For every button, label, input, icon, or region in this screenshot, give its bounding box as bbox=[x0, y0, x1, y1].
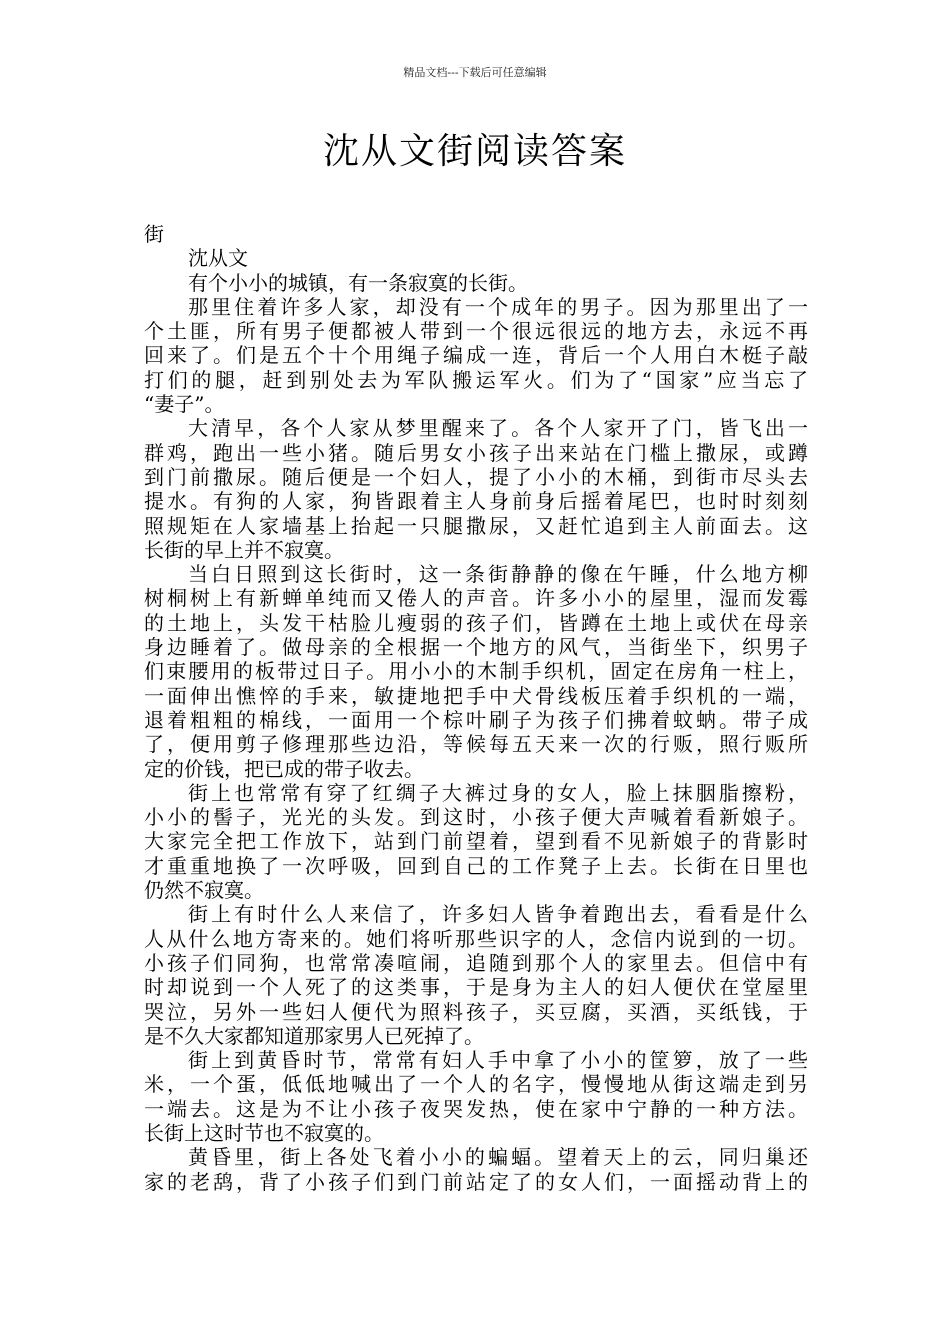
text-line: 身边睡着了。做母亲的全根据一个地方的风气，当街坐下，织男子 bbox=[144, 635, 808, 660]
text-line: 黄昏里，街上各处飞着小小的蝙蝠。望着天上的云，同归巢还 bbox=[188, 1145, 808, 1170]
text-line: 退着粗粗的棉线，一面用一个棕叶刷子为孩子们拂着蚊蚋。带子成 bbox=[144, 707, 808, 732]
text-line: 小小的髻子，光光的头发。到这时，小孩子便大声喊着看新娘子。 bbox=[144, 805, 808, 830]
text-line: 了，便用剪子修理那些边沿，等候每五天来一次的行贩，照行贩所 bbox=[144, 732, 808, 757]
text-line: 街 bbox=[144, 222, 164, 246]
text-line: 定的价钱，把已成的带子收去。 bbox=[144, 756, 424, 781]
text-line: 人从什么地方寄来的。她们将听那些识字的人，念信内说到的一切。 bbox=[144, 926, 808, 951]
text-line: 是不久大家都知道那家男人已死掉了。 bbox=[144, 1023, 484, 1048]
text-line: 们束腰用的板带过日子。用小小的木制手织机，固定在房角一柱上， bbox=[144, 659, 808, 684]
text-line: 长街的早上并不寂寞。 bbox=[144, 537, 344, 562]
text-line: “妻子”。 bbox=[144, 392, 225, 417]
text-line: 一端去。这是为不让小孩子夜哭发热，使在家中宁静的一种方法。 bbox=[144, 1096, 808, 1121]
text-line: 打们的腿，赶到别处去为军队搬运军火。们为了“国家”应当忘了 bbox=[144, 367, 808, 392]
text-line: 家的老鸹，背了小孩子们到门前站定了的女人们，一面摇动背上的 bbox=[144, 1169, 808, 1194]
text-line: 那里住着许多人家，却没有一个成年的男子。因为那里出了一 bbox=[188, 294, 808, 319]
text-line: 照规矩在人家墙基上抬起一只腿撒尿，又赶忙追到主人前面去。这 bbox=[144, 513, 808, 538]
header-note: 精品文档---下载后可任意编辑 bbox=[403, 66, 547, 79]
text-line: 街上到黄昏时节，常常有妇人手中拿了小小的筐箩，放了一些 bbox=[188, 1048, 808, 1073]
text-line: 的土地上，头发干枯脸儿瘦弱的孩子们，皆蹲在土地上或伏在母亲 bbox=[144, 610, 808, 635]
text-line: 哭泣，另外一些妇人便代为照料孩子，买豆腐，买酒，买纸钱，于 bbox=[144, 999, 808, 1024]
text-line: 到门前撒尿。随后便是一个妇人，提了小小的木桶，到街市尽头去 bbox=[144, 464, 808, 489]
text-line: 大家完全把工作放下，站到门前望着，望到看不见新娘子的背影时 bbox=[144, 829, 808, 854]
text-line: 米，一个蛋，低低地喊出了一个人的名字，慢慢地从街这端走到另 bbox=[144, 1072, 808, 1097]
text-line: 才重重地换了一次呼吸，回到自己的工作凳子上去。长街在日里也 bbox=[144, 853, 808, 878]
text-line: 小孩子们同狗，也常常凑喧闹，追随到那个人的家里去。但信中有 bbox=[144, 950, 808, 975]
text-line: 街上有时什么人来信了，许多妇人皆争着跑出去，看看是什么 bbox=[188, 902, 808, 927]
text-line: 群鸡，跑出一些小猪。随后男女小孩子出来站在门槛上撒尿，或蹲 bbox=[144, 440, 808, 465]
document-title: 沈从文街阅读答案 bbox=[322, 131, 627, 172]
text-line: 提水。有狗的人家，狗皆跟着主人身前身后摇着尾巴，也时时刻刻 bbox=[144, 489, 808, 514]
text-line: 回来了。们是五个十个用绳子编成一连，背后一个人用白木梃子敲 bbox=[144, 343, 808, 368]
text-line: 大清早，各个人家从梦里醒来了。各个人家开了门，皆飞出一 bbox=[188, 416, 808, 441]
text-line: 街上也常常有穿了红绸子大裤过身的女人，脸上抹胭脂擦粉， bbox=[188, 780, 808, 805]
article-body bbox=[144, 222, 808, 1194]
text-line: 当白日照到这长街时，这一条街静静的像在午睡，什么地方柳 bbox=[188, 562, 808, 587]
text-line: 个土匪，所有男子便都被人带到一个很远很远的地方去，永远不再 bbox=[144, 319, 808, 344]
text-line: 仍然不寂寞。 bbox=[144, 878, 264, 903]
text-line: 有个小小的城镇，有一条寂寞的长街。 bbox=[188, 270, 528, 295]
text-line: 沈从文 bbox=[188, 246, 248, 271]
text-line: 一面伸出憔悴的手来，敏捷地把手中犬骨线板压着手织机的一端， bbox=[144, 683, 808, 708]
text-line: 长街上这时节也不寂寞的。 bbox=[144, 1120, 384, 1145]
text-line: 时却说到一个人死了的这类事，于是身为主人的妇人便伏在堂屋里 bbox=[144, 975, 808, 1000]
text-line: 树桐树上有新蝉单纯而又倦人的声音。许多小小的屋里，湿而发霉 bbox=[144, 586, 808, 611]
